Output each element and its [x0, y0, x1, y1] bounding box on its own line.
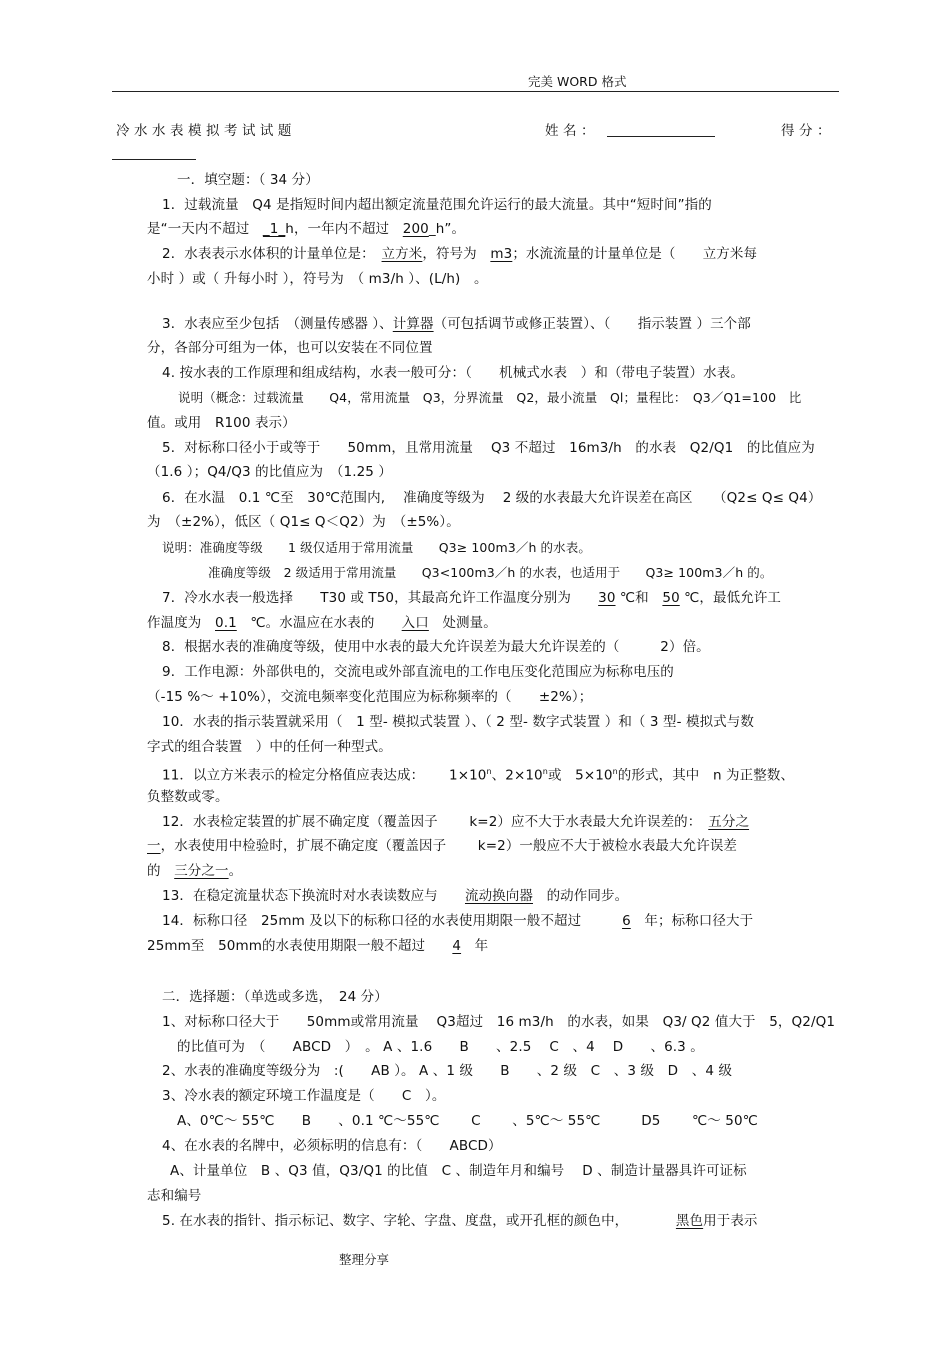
q12-line1: 12．水表检定装置的扩展不确定度（覆盖因子 k=2）应不大于水表最大允许误差的： 五分之 — [162, 814, 750, 830]
c4-options-line1: A、计量单位 B 、Q3 值，Q3/Q1 的比值 C 、制造年月和编号 D 、制造计量器具许可证标 — [170, 1163, 747, 1179]
c1-line2: 的比值可为 （ ABCD ） 。 A 、1.6 B 、2.5 C 、4 D 、6.3 。 — [177, 1039, 704, 1055]
q8-line: 8．根据水表的准确度等级，使用中水表的最大允许误差为最大允许误差的（ 2）倍。 — [162, 639, 710, 655]
q7-line1: 7．冷水水表一般选择 T30 或 T50，其最高允许工作温度分别为 30 ℃和 50 ℃，最低允许工 — [162, 590, 782, 606]
q2-answer1: 立方米 — [381, 246, 423, 262]
q13-answer: 流动换向器 — [464, 888, 533, 904]
q2-line1: 2．水表表示水体积的计量单位是： 立方米，符号为 m3；水流流量的计量单位是（ 立方米每 — [162, 246, 758, 262]
c5-answer: 黑色 — [675, 1213, 704, 1229]
q3-line1: 3．水表应至少包括 （测量传感器 ）、计算器（可包括调节或修正装置）、（ 指示装置 ）三个部 — [162, 316, 751, 332]
name-label: 姓 名 ： — [545, 123, 595, 139]
q12-line2: 一，水表使用中检验时，扩展不确定度（覆盖因子 k=2）一般应不大于被检水表最大允许误差 — [147, 838, 738, 854]
c2-line: 2、水表的准确度等级分为 :( AB ）。 A 、1 级 B 、2 级 C 、3 级 D 、4 级 — [162, 1063, 733, 1079]
q9-line2: （-15 %～ +10%），交流电频率变化范围应为标称频率的（ ±2%）； — [147, 689, 593, 705]
q2-answer2: m3 — [490, 246, 513, 262]
q4-line: 4. 按水表的工作原理和组成结构，水表一般可分：（ 机械式水表 ）和（带电子装置）水表。 — [162, 365, 744, 381]
q4-note2: 值。或用 R100 表示） — [147, 415, 296, 431]
q5-line1: 5．对标称口径小于或等于 50mm，且常用流量 Q3 不超过 16m3/h 的水表 Q2/Q1 的比值应为 — [162, 440, 815, 456]
page-header: 完美 WORD 格式 — [528, 74, 627, 89]
section1-heading: 一．填空题：（ 34 分） — [177, 172, 319, 188]
c4-line: 4、在水表的名牌中，必须标明的信息有：（ ABCD） — [162, 1138, 502, 1154]
q10-line1: 10．水表的指示装置就采用（ 1 型- 模拟式装置 ）、（ 2 型- 数字式装置 ）和（ 3 型- 模拟式与数 — [162, 714, 754, 730]
q14-answer1: 6 — [622, 913, 631, 929]
c5-line: 5. 在水表的指针、指示标记、数字、字轮、字盘、度盘，或开孔框的颜色中， 黑色用于表示 — [162, 1213, 758, 1229]
q2-line2: 小时 ）或（ 升每小时 ），符号为 （ m3/h ）、(L/h) 。 — [147, 271, 488, 287]
q5-line2: （1.6 ）；Q4/Q3 的比值应为 （1.25 ） — [147, 464, 392, 480]
q7-answer1: 30 — [598, 590, 616, 606]
q6-line1: 6．在水温 0.1 ℃至 30℃范围内, 准确度等级为 2 级的水表最大允许误差在高区 （Q2≤ Q≤ Q4） — [162, 490, 822, 506]
q14-line2: 25mm至 50mm的水表使用期限一般不超过 4 年 — [147, 938, 489, 954]
q3-line2: 分，各部分可组为一体，也可以安装在不同位置 — [147, 340, 433, 356]
q1-answer2: 200 — [402, 221, 429, 237]
q12-line3: 的 三分之一。 — [147, 863, 243, 879]
q9-line1: 9．工作电源：外部供电的，交流电或外部直流电的工作电压变化范围应为标称电压的 — [162, 664, 674, 680]
q13-line: 13．在稳定流量状态下换流时对水表读数应与 流动换向器 的动作同步。 — [162, 888, 629, 904]
header-rule — [112, 91, 839, 92]
q14-line1: 14．标称口径 25mm 及以下的标称口径的水表使用期限一般不超过 6 年；标称口径大于 — [162, 913, 754, 929]
q1-answer1: _1_ — [262, 221, 286, 237]
q11-line1: 11．以立方米表示的检定分格值应表达成： $1\times 10^n$、$2\times 10^n$或 $5\times 10^n$的形式，其中 n 为正整数、 — [162, 767, 795, 784]
q7-answer3: 0.1 — [215, 615, 237, 631]
q12-answer2: 三分之一 — [174, 863, 229, 879]
q3-answer1: 计算器 — [392, 316, 434, 332]
q4-note1: 说明（概念：过载流量 Q4，常用流量 Q3，分界流量 Q2，最小流量 Ql；量程比： Q3／Q1=100 比 — [178, 390, 802, 405]
q7-line2: 作温度为 0.1 ℃。水温应在水表的 入口 处测量。 — [147, 615, 497, 631]
q7-answer2: 50 — [662, 590, 680, 606]
exam-title: 冷 水 水 表 模 拟 考 试 试 题 — [116, 123, 292, 139]
c3-options: A、0℃～ 55℃ B 、0.1 ℃～55℃ C 、5℃～ 55℃ D5 ℃～ 50℃ — [177, 1113, 758, 1129]
q6-line2: 为 （±2%），低区（ Q1≤ Q＜Q2）为 （±5%）。 — [147, 514, 460, 530]
score-blank[interactable] — [112, 159, 196, 160]
page-footer: 整理分享 — [339, 1252, 390, 1267]
q1-line1: 1．过载流量 Q4 是指短时间内超出额定流量范围允许运行的最大流量。其中“短时间”指的 — [162, 197, 712, 213]
q11-line2: 负整数或零。 — [147, 789, 229, 805]
name-blank[interactable] — [607, 136, 715, 137]
score-label: 得 分 ： — [781, 123, 831, 139]
c1-line1: 1、对标称口径大于 50mm或常用流量 Q3超过 16 m3/h 的水表，如果 Q3/ Q2 值大于 5，Q2/Q1 — [162, 1014, 836, 1030]
q14-answer2: 4 — [452, 938, 462, 954]
q12-answer1: 五分之 — [708, 814, 750, 830]
q6-note2: 准确度等级 2 级适用于常用流量 Q3<100m3／h 的水表，也适用于 Q3≥ 100m3／h 的。 — [208, 565, 773, 580]
section2-heading: 二．选择题：（单选或多选， 24 分） — [162, 989, 388, 1005]
q7-answer4: 入口 — [401, 615, 429, 631]
q6-note1: 说明：准确度等级 1 级仅适用于常用流量 Q3≥ 100m3／h 的水表。 — [162, 540, 591, 555]
c4-options-line2: 志和编号 — [147, 1188, 202, 1204]
q10-line2: 字式的组合装置 ）中的任何一种型式。 — [147, 739, 392, 755]
c3-line: 3、冷水表的额定环境工作温度是（ C ）。 — [162, 1088, 446, 1104]
q1-line2: 是“一天内不超过 _1_h，一年内不超过 200_h”。 — [147, 221, 466, 237]
